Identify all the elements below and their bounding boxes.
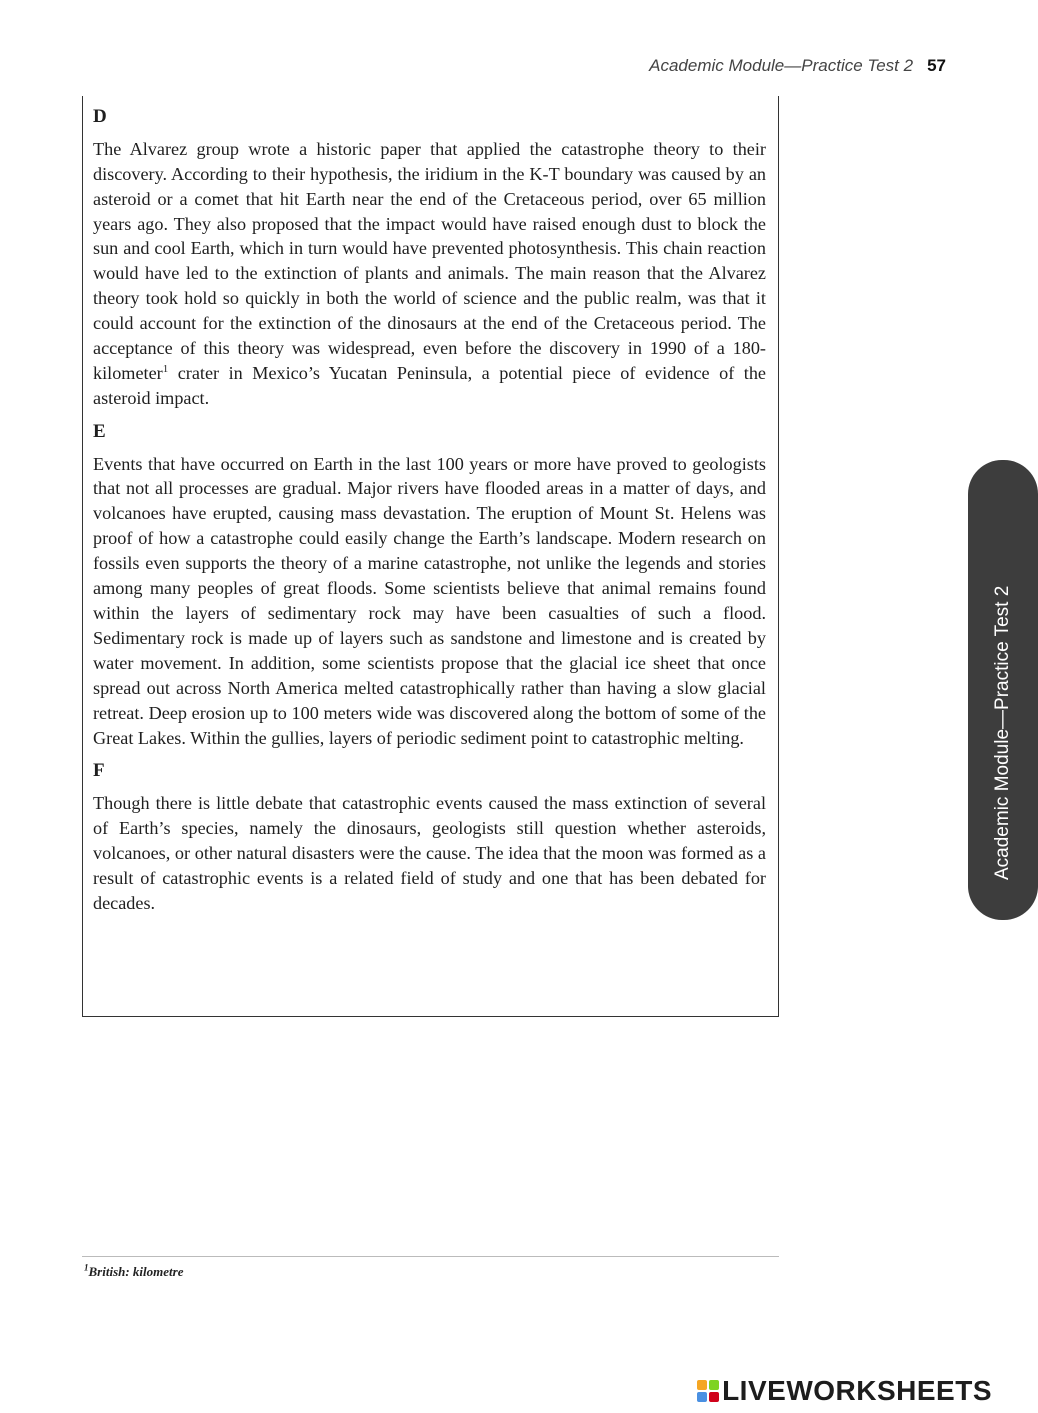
footnote — [84, 1264, 183, 1280]
footnote-marker: 1 — [162, 362, 169, 375]
watermark-text: LIVEWORKSHEETS — [722, 1375, 992, 1406]
footnote-text: British: kilometre — [88, 1264, 184, 1279]
section-d-text-part-1: The Alvarez group wrote a historic paper that applied the catastrophe theory to their discovery. According to their hypothesis, the iridium in the K-T boundary was caused by an asteroid or a comet that hit Earth near the end of the Cretaceous period, over 65 million years ago. They also proposed that the impact would have raised enough dust to block the sun and cool Earth, which in turn would have prevented photosynthesis. This chain reaction would have led to the extinction of plants and animals. The main reason that the Alvarez theory took hold so quickly in both the world of science and the public realm, was that it could account for the extinction of the dinosaurs at the end of the Cretaceous period. The acceptance of this theory was widespread, even before the discovery in 1990 of a 180-kilometer — [93, 138, 766, 383]
section-text-f: Though there is little debate that catastrophic events caused the mass extinction of several of Earth’s species, namely the dinosaurs, geologists still question whether asteroids, volcanoes, or other natural disasters were the cause. The idea that the moon was formed as a result of catastrophic events is a related field of study and one that has been debated for decades. — [93, 793, 766, 913]
reading-passage-box — [82, 96, 779, 1017]
section-text-d — [93, 137, 766, 411]
liveworksheets-watermark[interactable] — [697, 1375, 992, 1407]
passage-section-f — [93, 760, 766, 915]
header-title: Academic Module—Practice Test 2 — [649, 56, 914, 75]
passage-section-e — [93, 421, 766, 751]
section-d-text-part-2: crater in Mexico’s Yucatan Peninsula, a potential piece of evidence of the asteroid impact. — [93, 362, 766, 408]
section-letter-d: D — [93, 106, 107, 127]
logo-square-4 — [709, 1392, 719, 1402]
logo-square-1 — [697, 1380, 707, 1390]
footnote-divider — [82, 1256, 779, 1257]
logo-square-2 — [709, 1380, 719, 1390]
page-number: 57 — [927, 56, 946, 75]
liveworksheets-logo-icon — [697, 1380, 719, 1402]
page-header — [649, 56, 946, 76]
footnote-number: 1 — [84, 1262, 89, 1273]
section-text-e: Events that have occurred on Earth in the last 100 years or more have proved to geologists that not all processes are gradual. Major rivers have flooded areas in a matter of days, and volcanoes have erupted, causing mass devastation. The eruption of Mount St. Helens was proof of how a catastrophe could easily change the Earth’s landscape. Modern research on fossils even supports the theory of a marine catastrophe, not unlike the legends and stories among many peoples of great floods. Some scientists believe that animal remains found within the layers of sedimentary rock may have been casualties of such a flood. Sedimentary rock is made up of layers such as sandstone and limestone and is created by water movement. In addition, some scientists propose that the glacial ice sheet that once spread out across North America melted catastrophically rather than having a slow glacial retreat. Deep erosion up to 100 meters wide was discovered along the bottom of some of the Great Lakes. Within the gullies, layers of periodic sediment point to catastrophic melting. — [93, 453, 766, 748]
logo-square-3 — [697, 1392, 707, 1402]
passage-section-d — [93, 106, 766, 411]
section-letter-e: E — [93, 420, 106, 442]
side-tab-label: Academic Module—Practice Test 2 — [992, 585, 1013, 880]
section-letter-f: F — [93, 760, 105, 782]
